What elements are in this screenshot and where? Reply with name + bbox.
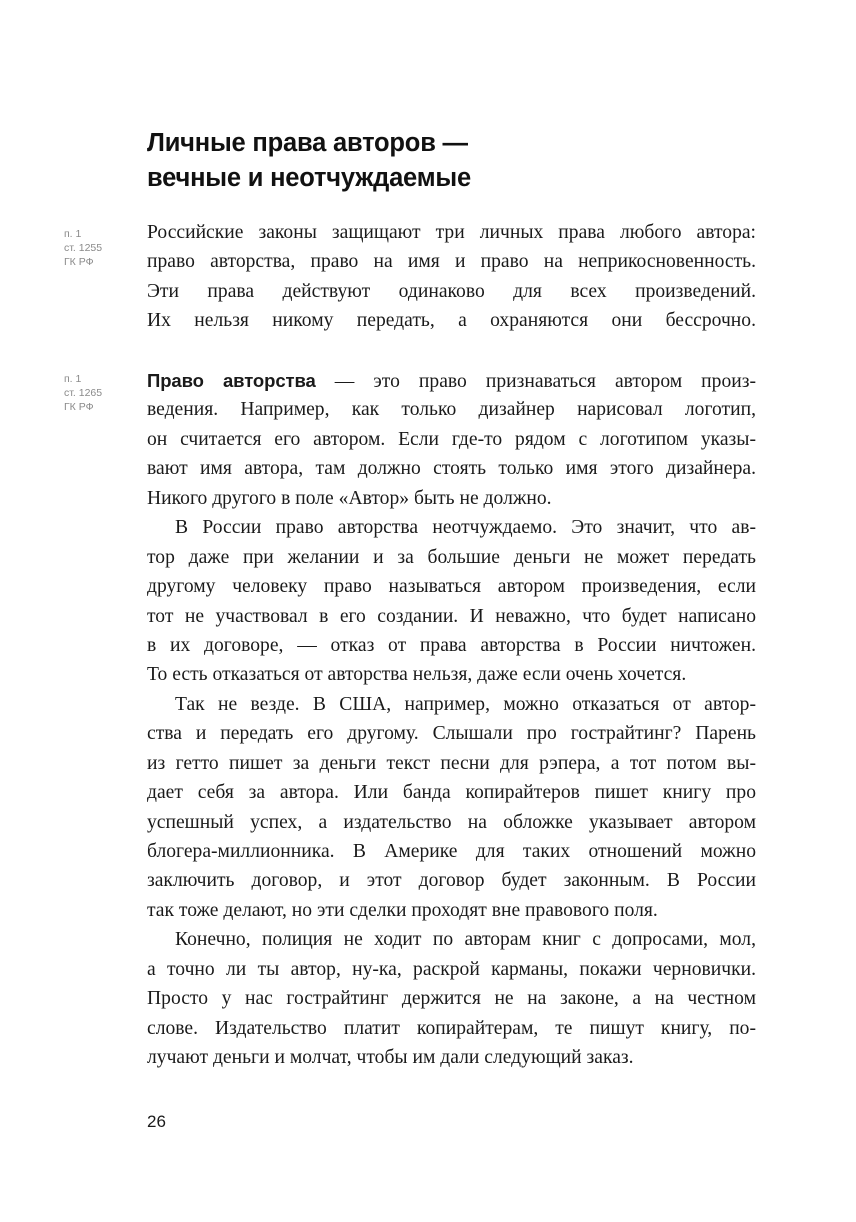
margin-note-code: ГК РФ <box>64 401 94 413</box>
text-line: Никого другого в поле «Автор» быть не должно. <box>147 487 552 509</box>
text-line: То есть отказаться от авторства нельзя, даже если очень хочется. <box>147 664 687 686</box>
text-line: другому человеку право называться автором произведения, если <box>147 576 756 598</box>
text-line: так тоже делают, но эти сделки проходят вне правового поля. <box>147 899 658 921</box>
text-line: право авторства, право на имя и право на неприкосновенность. <box>147 251 756 273</box>
text-line: тор даже при желании и за большие деньги не может передать <box>147 546 756 568</box>
text-line: блогера-миллионника. В Америке для таких отношений можно <box>147 841 756 862</box>
paragraph-authorship-right <box>147 366 756 1073</box>
term-authorship-right: Право авторства <box>147 370 316 391</box>
text-line: дает себя за автора. Или банда копирайтеров пишет книгу про <box>147 782 756 804</box>
text-line: вают имя автора, там должно стоять только имя этого дизайнера. <box>147 458 756 480</box>
text-line: Российские законы защищают три личных права любого автора: <box>147 222 756 243</box>
term-definition: — это право признаваться автором произ- <box>315 371 757 392</box>
text-line: лучают деньги и молчат, чтобы им дали следующий заказ. <box>147 1047 634 1069</box>
text-line: успешный успех, а издательство на обложке указывает автором <box>147 811 756 833</box>
text-line-with-term <box>147 366 756 395</box>
text-line: слове. Издательство платит копирайтерам, те пишут книгу, по- <box>147 1017 756 1039</box>
text-line: Эти права действуют одинаково для всех произведений. <box>147 280 756 302</box>
text-line: Их нельзя никому передать, а охраняются они бессрочно. <box>147 310 756 332</box>
text-line: ства и передать его другому. Слышали про гострайтинг? Парень <box>147 723 756 745</box>
page-number: 26 <box>147 1112 166 1131</box>
margin-note-law-reference-2 <box>64 372 134 414</box>
text-line: из гетто пишет за деньги текст песни для рэпера, а тот потом вы- <box>147 752 756 774</box>
text-line: заключить договор, и этот договор будет законным. В России <box>147 870 756 892</box>
text-line: тот не участвовал в его создании. И неважно, что будет написано <box>147 605 756 627</box>
margin-note-law-reference-1 <box>64 227 134 269</box>
text-line: Просто у нас гострайтинг держится не на законе, а на честном <box>147 988 756 1010</box>
text-line: Так не везде. В США, например, можно отказаться от автор- <box>175 693 756 715</box>
margin-note-code: ГК РФ <box>64 256 94 268</box>
text-line: а точно ли ты автор, ну-ка, раскрой карманы, покажи черновички. <box>147 958 756 980</box>
margin-note-clause: п. 1 <box>64 228 82 240</box>
text-line: ведения. Например, как только дизайнер нарисовал логотип, <box>147 399 756 421</box>
margin-note-article: ст. 1255 <box>64 242 103 254</box>
margin-note-article: ст. 1265 <box>64 387 103 399</box>
paragraph-personal-rights <box>147 218 756 336</box>
text-line: в их договоре, — отказ от права авторства в России ничтожен. <box>147 634 756 656</box>
page-title <box>147 126 471 196</box>
page-title-line-1: Личные права авторов — <box>147 129 468 157</box>
text-line: Конечно, полиция не ходит по авторам книг с допросами, мол, <box>175 929 756 951</box>
margin-note-clause: п. 1 <box>64 373 82 385</box>
page-title-line-2: вечные и неотчуждаемые <box>147 164 471 192</box>
text-line: В России право авторства неотчуждаемо. Это значит, что ав- <box>175 517 756 539</box>
text-line: он считается его автором. Если где-то рядом с логотипом указы- <box>147 428 756 450</box>
